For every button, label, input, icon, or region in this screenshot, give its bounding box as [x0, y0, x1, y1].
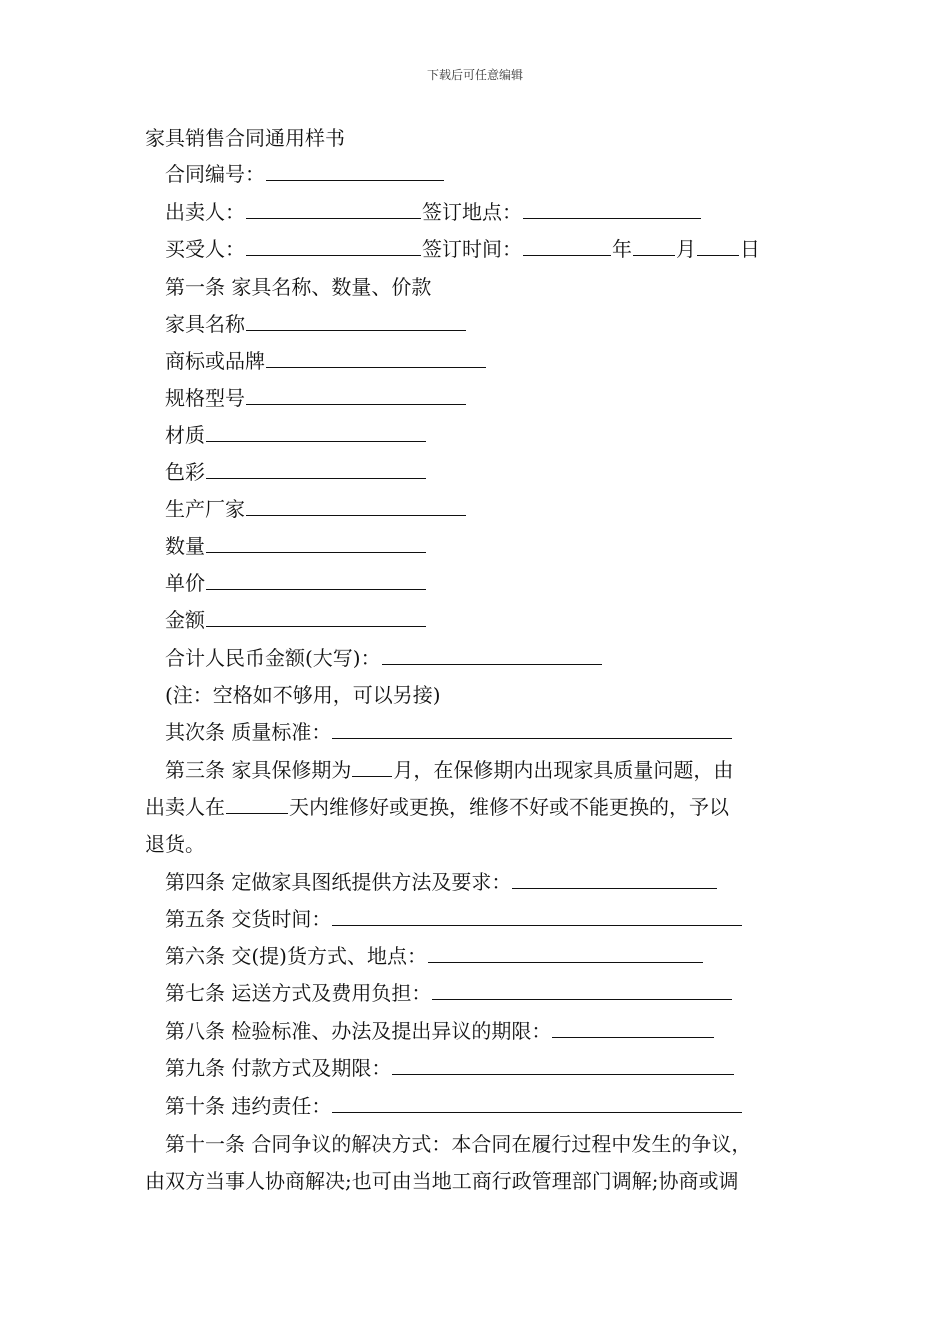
note-line: (注：空格如不够用，可以另接) — [165, 683, 441, 707]
sign-place-blank[interactable] — [523, 199, 701, 219]
seller-line — [145, 196, 702, 225]
article-3-line-2 — [145, 791, 729, 820]
item-blank[interactable] — [206, 570, 426, 590]
article-2 — [145, 716, 733, 745]
article-4 — [145, 866, 718, 895]
article-6-blank[interactable] — [428, 943, 703, 963]
article-11-line-2: 由双方当事人协商解决;也可由当地工商行政管理部门调解;协商或调 — [145, 1169, 739, 1193]
contract-no-label: 合同编号： — [165, 162, 265, 186]
item-label: 金额 — [165, 608, 205, 632]
item-line — [145, 345, 487, 374]
article-6-label: 第六条 交(提)货方式、地点： — [165, 944, 427, 968]
article-1: 第一条 家具名称、数量、价款 — [165, 275, 432, 299]
article-3-text: 第三条 家具保修期为 — [165, 758, 352, 782]
article-5-label: 第五条 交货时间： — [165, 907, 332, 931]
item-blank[interactable] — [206, 533, 426, 553]
contract-no-blank[interactable] — [266, 161, 444, 181]
item-label: 色彩 — [165, 460, 205, 484]
item-label: 家具名称 — [165, 312, 245, 336]
month-blank[interactable] — [633, 236, 675, 256]
article-10-blank[interactable] — [332, 1093, 742, 1113]
article-5-blank[interactable] — [332, 906, 742, 926]
item-blank[interactable] — [206, 607, 426, 627]
warranty-months-blank[interactable] — [352, 757, 392, 777]
page-header: 下载后可任意编辑 — [426, 68, 523, 82]
buyer-blank[interactable] — [246, 236, 421, 256]
item-line — [145, 493, 467, 522]
sign-place-label: 签订地点： — [422, 200, 522, 224]
item-line — [145, 308, 467, 337]
item-label: 数量 — [165, 534, 205, 558]
item-blank[interactable] — [246, 496, 466, 516]
item-label: 单价 — [165, 571, 205, 595]
article-8-label: 第八条 检验标准、办法及提出异议的期限： — [165, 1019, 552, 1043]
item-blank[interactable] — [206, 459, 426, 479]
article-7-label: 第七条 运送方式及费用负担： — [165, 981, 432, 1005]
item-blank[interactable] — [246, 311, 466, 331]
article-3-text: 月，在保修期内出现家具质量问题，由 — [393, 758, 734, 782]
item-line — [145, 419, 427, 448]
item-label: 材质 — [165, 423, 205, 447]
article-7 — [145, 977, 733, 1006]
article-7-blank[interactable] — [432, 980, 732, 1000]
article-11-line-1: 第十一条 合同争议的解决方式：本合同在履行过程中发生的争议， — [165, 1132, 752, 1156]
seller-label: 出卖人： — [165, 200, 245, 224]
day-blank[interactable] — [697, 236, 739, 256]
item-blank[interactable] — [206, 422, 426, 442]
article-3-line-3: 退货。 — [145, 832, 205, 856]
article-3-line-1 — [145, 754, 733, 783]
item-label: 规格型号 — [165, 386, 245, 410]
year-label: 年 — [612, 237, 632, 261]
total-blank[interactable] — [382, 645, 602, 665]
item-line — [145, 382, 467, 411]
article-9-label: 第九条 付款方式及期限： — [165, 1056, 392, 1080]
article-4-label: 第四条 定做家具图纸提供方法及要求： — [165, 870, 512, 894]
article-5 — [145, 903, 743, 932]
article-9 — [145, 1052, 735, 1081]
month-label: 月 — [676, 237, 696, 261]
year-blank[interactable] — [523, 236, 611, 256]
article-3-text: 天内维修好或更换，维修不好或不能更换的，予以 — [289, 795, 729, 819]
article-8 — [145, 1015, 715, 1044]
article-9-blank[interactable] — [392, 1055, 734, 1075]
total-line — [145, 642, 603, 671]
item-blank[interactable] — [266, 348, 486, 368]
article-6 — [145, 940, 704, 969]
day-label: 日 — [740, 237, 760, 261]
article-10-label: 第十条 违约责任： — [165, 1094, 332, 1118]
article-2-blank[interactable] — [332, 719, 732, 739]
repair-days-blank[interactable] — [226, 794, 288, 814]
article-3-text: 出卖人在 — [145, 795, 225, 819]
contract-title: 家具销售合同通用样书 — [145, 126, 345, 150]
item-line — [145, 567, 427, 596]
buyer-line — [145, 233, 760, 262]
article-2-label: 其次条 质量标准： — [165, 720, 332, 744]
article-10 — [145, 1090, 743, 1119]
seller-blank[interactable] — [246, 199, 421, 219]
buyer-label: 买受人： — [165, 237, 245, 261]
item-label: 商标或品牌 — [165, 349, 265, 373]
article-8-blank[interactable] — [552, 1018, 714, 1038]
contract-no-line — [145, 158, 445, 187]
item-label: 生产厂家 — [165, 497, 245, 521]
item-line — [145, 530, 427, 559]
item-line — [145, 604, 427, 633]
total-label: 合计人民币金额(大写)： — [165, 646, 381, 670]
item-blank[interactable] — [246, 385, 466, 405]
article-4-blank[interactable] — [512, 869, 717, 889]
sign-time-label: 签订时间： — [422, 237, 522, 261]
item-line — [145, 456, 427, 485]
